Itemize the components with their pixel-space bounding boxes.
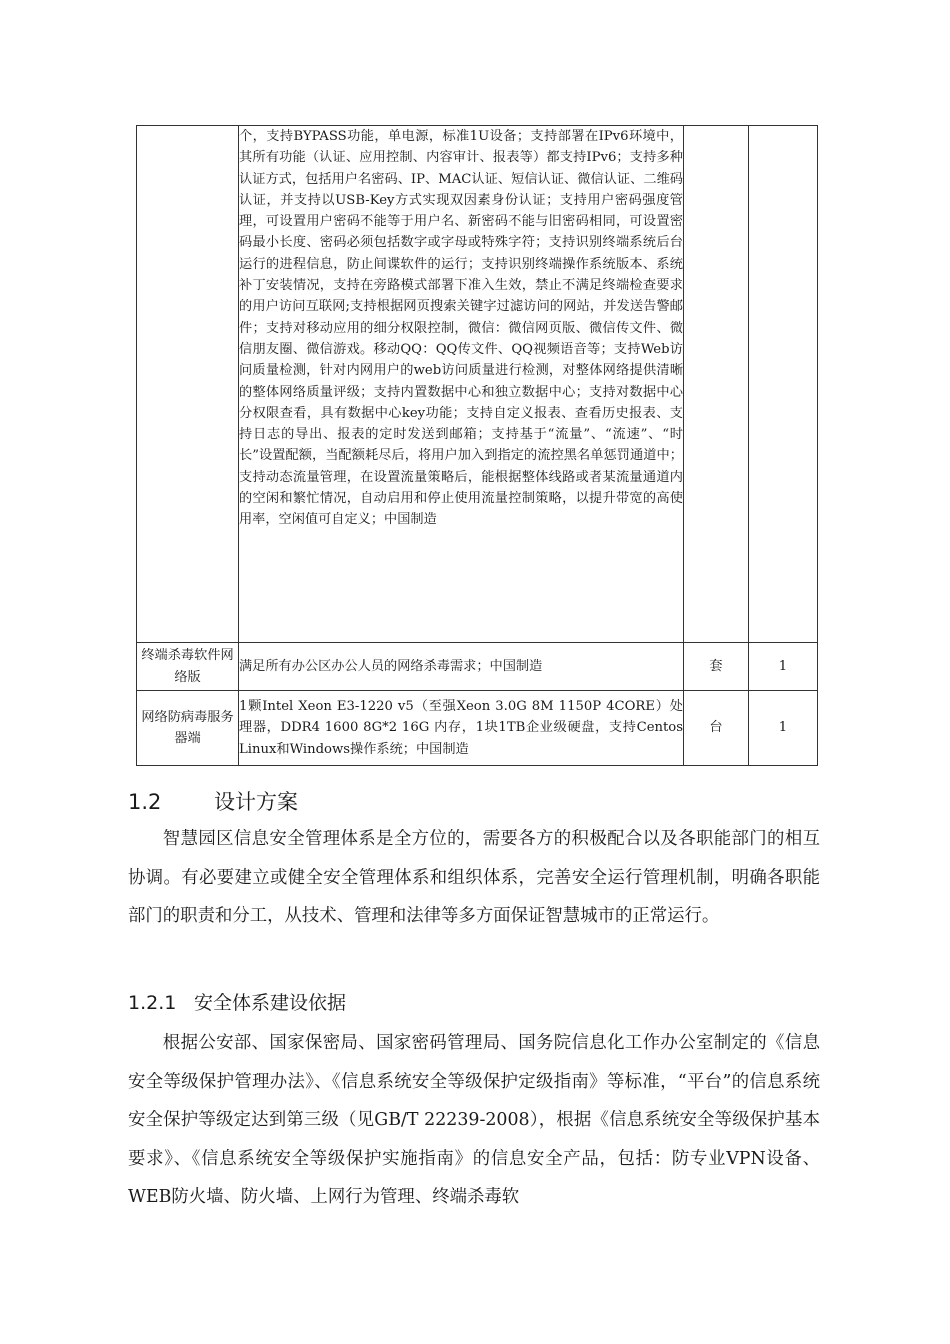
section-number: 1.2	[128, 790, 162, 814]
section-paragraph: 智慧园区信息安全管理体系是全方位的，需要各方的积极配合以及各职能部门的相互协调。有必要建立或健全安全管理体系和组织体系，完善安全运行管理机制，明确各职能部门的职责和分工，从技术、管理和法律等多方面保证智慧城市的正常运行。	[128, 829, 820, 926]
item-unit-cell	[684, 126, 749, 643]
section-title: 设计方案	[214, 790, 298, 814]
subsection-paragraph: 根据公安部、国家保密局、国家密码管理局、国务院信息化工作办公室制定的《信息安全等级保护管理办法》、《信息系统安全等级保护定级指南》等标准，“平台”的信息系统安全保护等级定达到第三级（见GB/T 22239-2008），根据《信息系统安全等级保护基本要求》、《信息系统安全等级保护实施指南》的信息安全产品，包括：防专业VPN设备、WEB防火墙、防火墙、上网行为管理、终端杀毒软	[128, 1033, 820, 1207]
section-heading	[128, 786, 298, 816]
table-row	[137, 643, 818, 691]
subsection-heading	[128, 988, 346, 1015]
spec-table	[136, 125, 818, 766]
item-unit-cell: 套	[684, 643, 749, 691]
subsection-number: 1.2.1	[128, 992, 177, 1014]
item-qty-cell	[749, 126, 818, 643]
item-name-cell: 终端杀毒软件网络版	[137, 643, 239, 691]
item-spec-cell: 1颗Intel Xeon E3-1220 v5（至强Xeon 3.0G 8M 1150P 4CORE）处理器，DDR4 1600 8G*2 16G 内存，1块1TB企业级硬盘，支持Centos Linux和Windows操作系统；中国制造	[239, 691, 684, 766]
table-row	[137, 126, 818, 643]
item-qty-cell: 1	[749, 691, 818, 766]
item-spec-cell: 满足所有办公区办公人员的网络杀毒需求；中国制造	[239, 643, 684, 691]
subsection-title: 安全体系建设依据	[194, 992, 347, 1014]
item-unit-cell: 台	[684, 691, 749, 766]
item-name-cell	[137, 126, 239, 643]
item-spec-cell: 个，支持BYPASS功能，单电源，标准1U设备；支持部署在IPv6环境中，其所有功能（认证、应用控制、内容审计、报表等）都支持IPv6；支持多种认证方式，包括用户名密码、IP、MAC认证、短信认证、微信认证、二维码认证，并支持以USB-Key方式实现双因素身份认证；支持用户密码强度管理，可设置用户密码不能等于用户名、新密码不能与旧密码相同，可设置密码最小长度、密码必须包括数字或字母或特殊字符；支持识别终端系统后台运行的进程信息，防止间谍软件的运行；支持识别终端操作系统版本、系统补丁安装情况，支持在旁路模式部署下准入生效，禁止不满足终端检查要求的用户访问互联网;支持根据网页搜索关键字过滤访问的网站，并发送告警邮件；支持对移动应用的细分权限控制，微信：微信网页版、微信传文件、微信朋友圈、微信游戏。移动QQ：QQ传文件、QQ视频语音等；支持Web访问质量检测，针对内网用户的web访问质量进行检测，对整体网络提供清晰的整体网络质量评级；支持内置数据中心和独立数据中心；支持对数据中心分权限查看，具有数据中心key功能；支持自定义报表、查看历史报表、支持日志的导出、报表的定时发送到邮箱；支持基于“流量”、“流速”、“时长”设置配额，当配额耗尽后，将用户加入到指定的流控黑名单惩罚通道中；支持动态流量管理，在设置流量策略后，能根据整体线路或者某流量通道内的空闲和繁忙情况，自动启用和停止使用流量控制策略，以提升带宽的高使用率，空闲值可自定义；中国制造	[239, 126, 684, 643]
item-name-cell: 网络防病毒服务器端	[137, 691, 239, 766]
item-qty-cell: 1	[749, 643, 818, 691]
table-row	[137, 691, 818, 766]
